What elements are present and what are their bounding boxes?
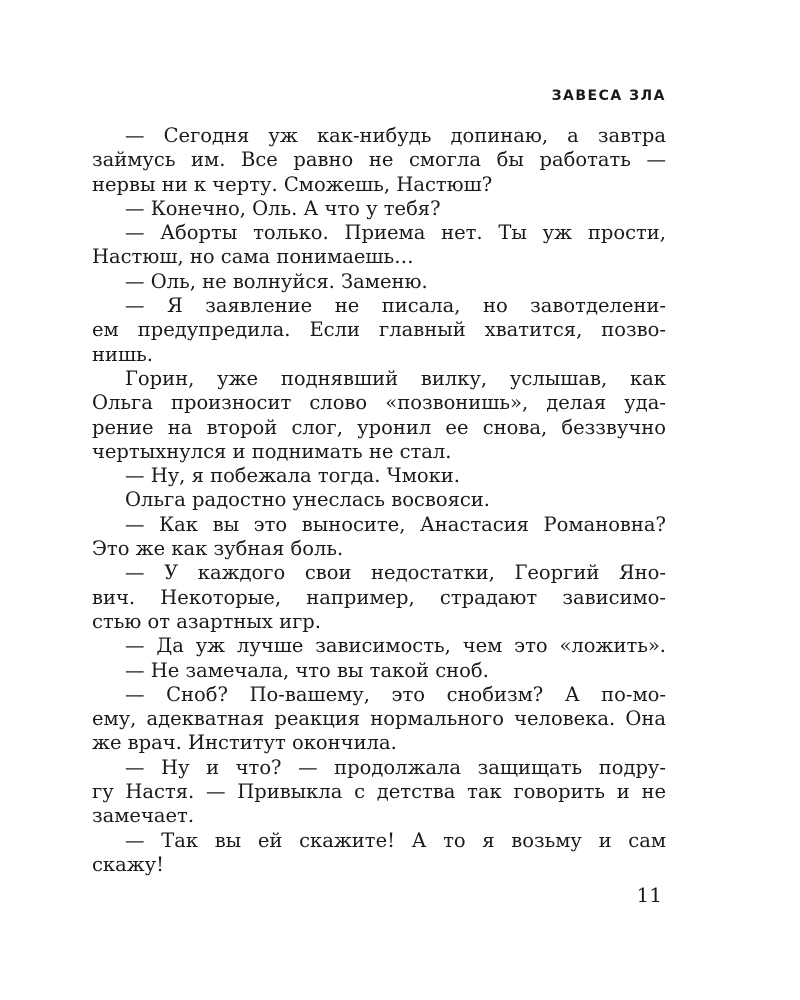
text-line: стью от азартных игр. [92, 609, 321, 633]
running-head: ЗАВЕСА ЗЛА [551, 88, 666, 104]
page-number: 11 [636, 883, 662, 907]
text-block [92, 124, 666, 877]
text-line: займусь им. Все равно не смогла бы работать — [92, 148, 666, 172]
text-line: же врач. Институт окончила. [92, 731, 397, 755]
text-line: вич. Некоторые, например, страдают зависимо- [92, 585, 666, 609]
text-line: — Не замечала, что вы такой сноб. [125, 658, 489, 682]
text-line: — Сноб? По-вашему, это снобизм? А по-мо- [125, 682, 666, 706]
text-line: замечает. [92, 804, 195, 828]
text-line: — Я заявление не писала, но завотделени- [125, 294, 666, 318]
text-line: чертыхнулся и поднимать не стал. [92, 439, 452, 463]
text-line: — Сегодня уж как-нибудь допинаю, а завтра [125, 124, 666, 147]
text-line: ему, адекватная реакция нормального человека. Она [92, 707, 666, 731]
text-line: нервы ни к черту. Сможешь, Настюш? [92, 172, 493, 196]
text-line: — Ну и что? — продолжала защищать подру- [125, 755, 666, 779]
text-line: — Конечно, Оль. А что у тебя? [125, 196, 441, 220]
text-line: — Так вы ей скажите! А то я возьму и сам [125, 828, 666, 852]
text-line: — Аборты только. Приема нет. Ты уж прости, [125, 221, 666, 245]
text-line: Ольга произносит слово «позвонишь», делая уда- [92, 391, 666, 415]
text-line: Горин, уже поднявший вилку, услышав, как [125, 366, 666, 390]
text-line: — Да уж лучше зависимость, чем это «ложить». [125, 634, 666, 658]
text-line: нишь. [92, 342, 153, 366]
text-line: Ольга радостно унеслась восвояси. [125, 488, 490, 512]
text-line: Настюш, но сама понимаешь… [92, 245, 414, 269]
text-line: — Ну, я побежала тогда. Чмоки. [125, 464, 461, 488]
text-line: — Оль, не волнуйся. Заменю. [125, 269, 428, 293]
text-line: скажу! [92, 852, 164, 876]
text-line: — У каждого свои недостатки, Георгий Яно- [125, 561, 666, 585]
text-line: ем предупредила. Если главный хватится, позво- [92, 318, 666, 342]
text-line: гу Настя. — Привыкла с детства так говорить и не [92, 780, 666, 804]
text-line: Это же как зубная боль. [92, 537, 344, 561]
text-line: — Как вы это выносите, Анастасия Романовна? [125, 512, 666, 536]
text-line: рение на второй слог, уронил ее снова, беззвучно [92, 415, 666, 439]
